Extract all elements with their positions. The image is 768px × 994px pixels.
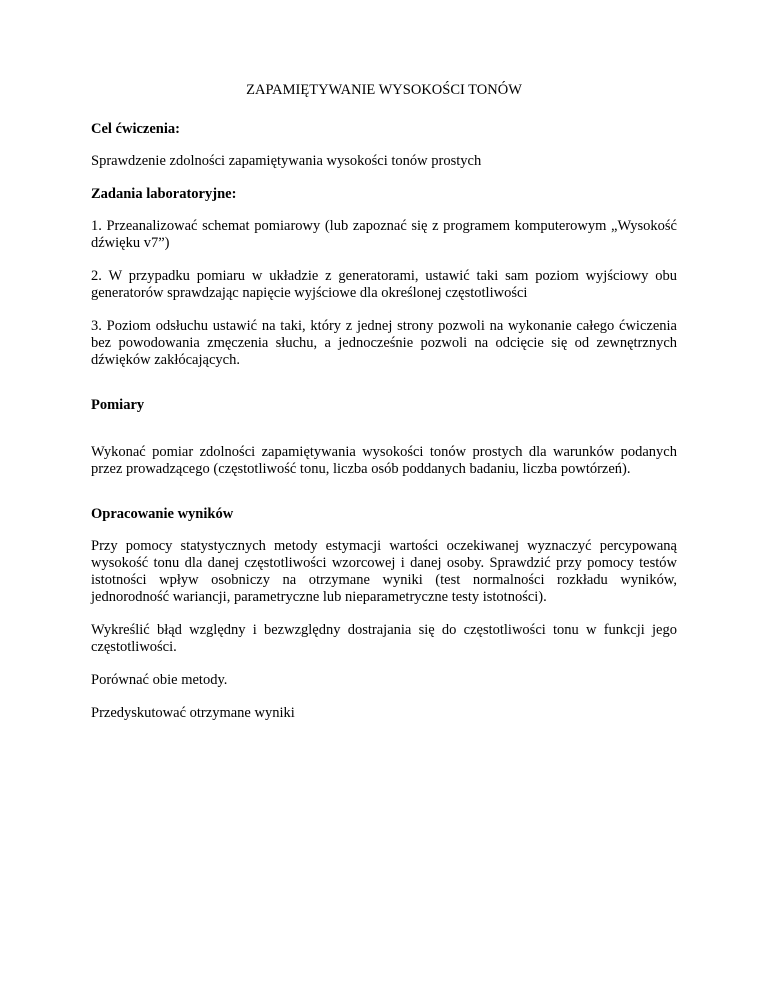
spacer xyxy=(91,385,677,397)
document-page xyxy=(91,82,677,738)
results-paragraph-3: Porównać obie metody. xyxy=(91,672,228,688)
goal-heading: Cel ćwiczenia: xyxy=(91,121,180,137)
measurements-heading: Pomiary xyxy=(91,397,145,413)
results-paragraph-1: Przy pomocy statystycznych metody estymacji wartości oczekiwanej wyznaczyć percypowaną wysokość tonu dla danej częstotliwości wzorcowej i danej osoby. Sprawdzić przy pomocy testów istotności wpływ osobniczy na otrzymane wyniki (test normalności rozkładu wyników, jednorodność wariancji, parametryczne lub nieparametryczne testy istotności). xyxy=(91,538,677,605)
document-title: ZAPAMIĘTYWANIE WYSOKOŚCI TONÓW xyxy=(246,82,522,98)
tasks-heading: Zadania laboratoryjne: xyxy=(91,186,237,202)
task-item-1: 1. Przeanalizować schemat pomiarowy (lub zapoznać się z programem komputerowym „Wysokość dźwięku v7”) xyxy=(91,218,677,251)
measurements-text: Wykonać pomiar zdolności zapamiętywania wysokości tonów prostych dla warunków podanych przez prowadzącego (częstotliwość tonu, liczba osób poddanych badaniu, liczba powtórzeń). xyxy=(91,444,677,477)
spacer xyxy=(91,494,677,506)
results-heading: Opracowanie wyników xyxy=(91,506,234,522)
results-paragraph-4: Przedyskutować otrzymane wyniki xyxy=(91,705,295,721)
task-item-3: 3. Poziom odsłuchu ustawić na taki, który z jednej strony pozwoli na wykonanie całego ćwiczenia bez powodowania zmęczenia słuchu, a jednocześnie pozwoli na odcięcie się od zewnętrznych dźwięków zakłócających. xyxy=(91,318,677,368)
task-item-2: 2. W przypadku pomiaru w układzie z generatorami, ustawić taki sam poziom wyjściowy obu generatorów sprawdzając napięcie wyjściowe dla określonej częstotliwości xyxy=(91,268,677,301)
goal-text: Sprawdzenie zdolności zapamiętywania wysokości tonów prostych xyxy=(91,153,482,169)
results-paragraph-2: Wykreślić błąd względny i bezwzględny dostrajania się do częstotliwości tonu w funkcji jego częstotliwości. xyxy=(91,622,677,655)
